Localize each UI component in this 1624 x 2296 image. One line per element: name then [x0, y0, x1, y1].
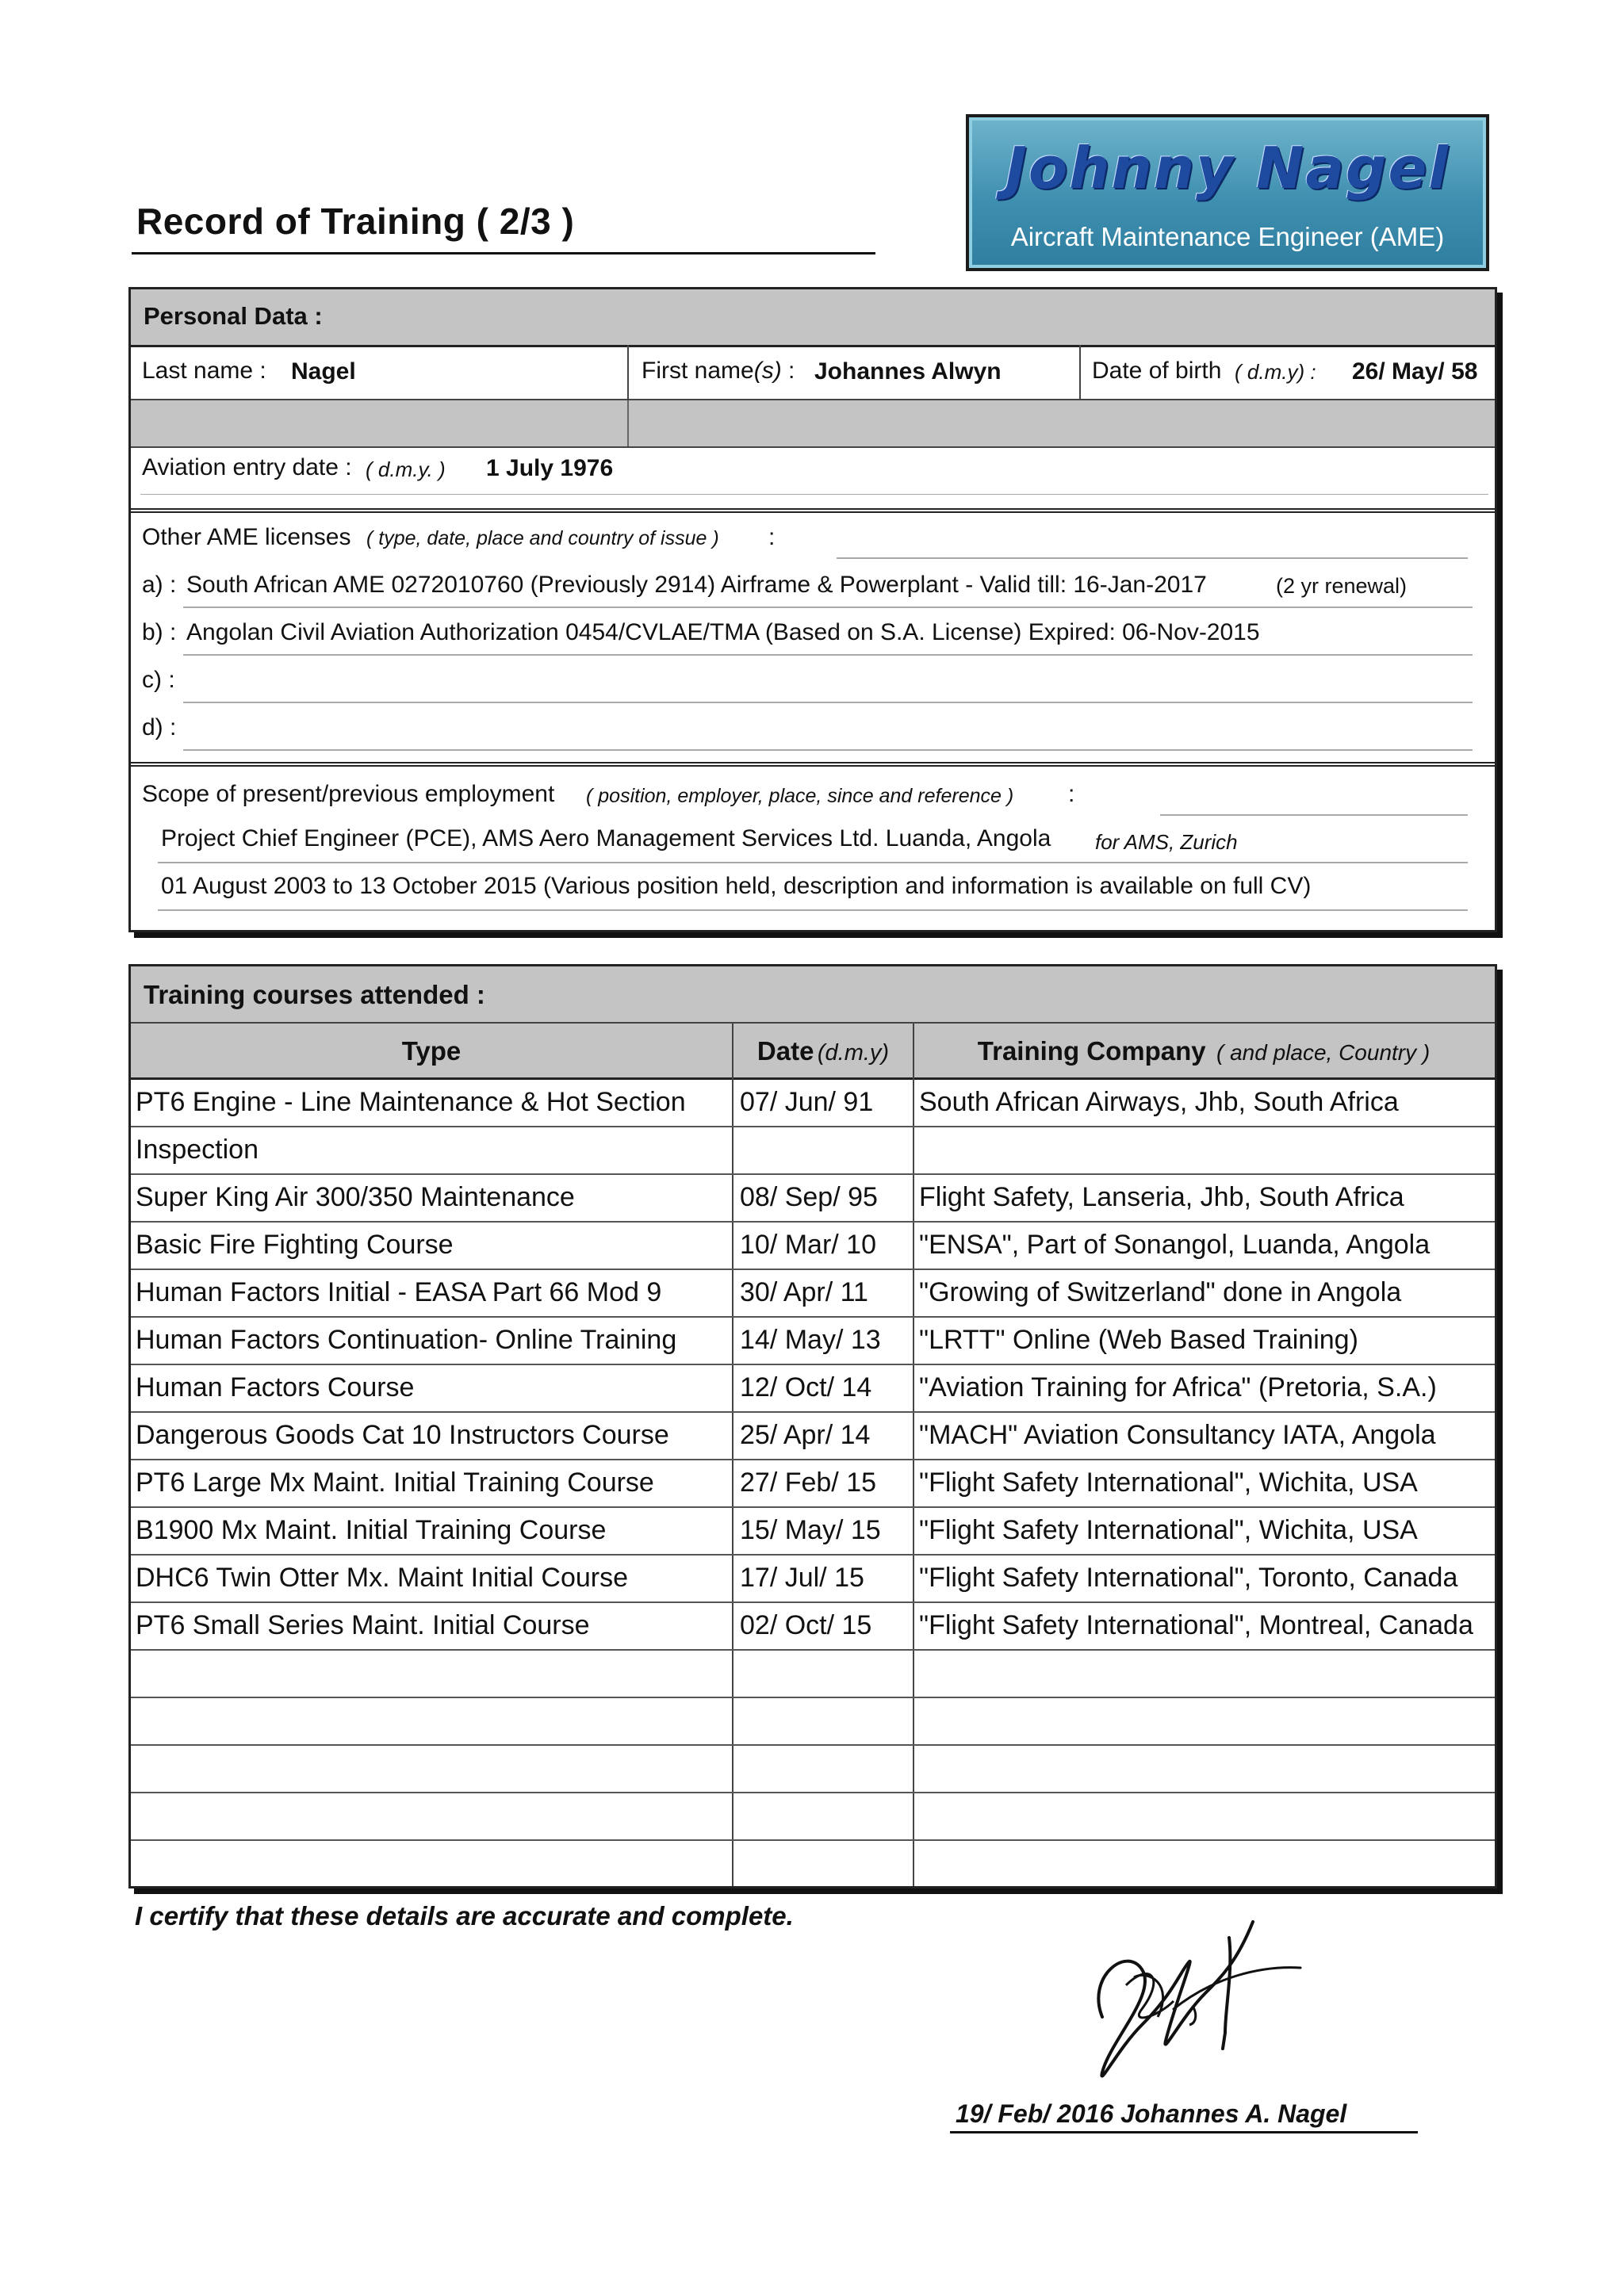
dob-value: 26/ May/ 58 [1352, 358, 1478, 385]
table-row [131, 1127, 1495, 1174]
course-date-cell: 08/ Sep/ 95 [740, 1182, 878, 1212]
licenses-label: Other AME licenses [142, 524, 351, 550]
table-row [131, 1840, 1495, 1888]
course-company-cell: "Aviation Training for Africa" (Pretoria, S.A.) [919, 1372, 1437, 1402]
badge-subtitle: Aircraft Maintenance Engineer (AME) [1010, 222, 1445, 251]
employment-line-1-note: for AMS, Zurich [1095, 830, 1238, 854]
course-company-cell: Flight Safety, Lanseria, Jhb, South Africa [919, 1182, 1404, 1212]
table-row [131, 1602, 1495, 1650]
table-row [131, 1460, 1495, 1507]
course-date-cell: 30/ Apr/ 11 [740, 1277, 868, 1307]
table-row [131, 1412, 1495, 1460]
course-company-cell: "Flight Safety International", Montreal, Canada [919, 1610, 1473, 1640]
table-row [131, 1745, 1495, 1793]
course-date-cell: 12/ Oct/ 14 [740, 1372, 872, 1402]
course-type-cell: Human Factors Continuation- Online Training [136, 1325, 677, 1355]
table-row [131, 1269, 1495, 1317]
table-row [131, 1317, 1495, 1364]
first-name-value: Johannes Alwyn [814, 358, 1002, 385]
training-courses-section [128, 964, 1497, 1888]
signature-image [1055, 1890, 1316, 2104]
course-company-cell: "LRTT" Online (Web Based Training) [919, 1325, 1358, 1355]
training-header [131, 966, 1495, 1022]
table-row [131, 1174, 1495, 1222]
course-type-cell: Inspection [136, 1135, 259, 1165]
page-title: Record of Training ( 2/3 ) [136, 201, 575, 242]
course-type-cell: Human Factors Initial - EASA Part 66 Mod 9 [136, 1277, 662, 1307]
course-type-cell: PT6 Engine - Line Maintenance & Hot Section [136, 1087, 686, 1117]
last-name-value: Nagel [291, 358, 356, 385]
table-row [131, 1364, 1495, 1412]
course-company-cell: South African Airways, Jhb, South Africa [919, 1087, 1399, 1117]
signature-underline [950, 2131, 1418, 2133]
course-type-cell: Super King Air 300/350 Maintenance [136, 1182, 575, 1212]
training-label: Training courses attended : [144, 980, 485, 1009]
table-row [131, 1079, 1495, 1127]
entry-date-hint: ( d.m.y. ) [366, 457, 446, 481]
course-company-cell: "Flight Safety International", Wichita, USA [919, 1468, 1418, 1498]
table-row [131, 1793, 1495, 1840]
personal-data-header [131, 289, 1495, 345]
course-type-cell: Dangerous Goods Cat 10 Instructors Course [136, 1420, 669, 1450]
last-name-label: Last name : [142, 358, 266, 384]
course-date-cell: 15/ May/ 15 [740, 1515, 881, 1545]
badge-name: Johnny Nagel [1005, 135, 1450, 201]
course-date-cell: 17/ Jul/ 15 [740, 1563, 864, 1593]
dob-label: Date of birth [1092, 358, 1222, 384]
course-company-cell: "Flight Safety International", Toronto, Canada [919, 1563, 1458, 1593]
table-row [131, 1650, 1495, 1697]
course-company-cell: "ENSA", Part of Sonangol, Luanda, Angola [919, 1230, 1431, 1260]
entry-date-label: Aviation entry date : [142, 454, 352, 480]
licenses-hint: ( type, date, place and country of issue ) [366, 527, 719, 549]
table-row [131, 1222, 1495, 1269]
employment-hint: ( position, employer, place, since and reference ) [586, 785, 1014, 807]
table-row [131, 1697, 1495, 1745]
course-type-cell: Basic Fire Fighting Course [136, 1230, 454, 1260]
col-type-header: Type [401, 1036, 462, 1066]
personal-data-label: Personal Data : [144, 302, 323, 330]
dob-hint: ( d.m.y) : [1235, 360, 1316, 384]
col-date-header: Date (d.m.y) [756, 1036, 890, 1066]
course-company-cell: "Growing of Switzerland" done in Angola [919, 1277, 1402, 1307]
personal-data-section [128, 287, 1497, 932]
employment-line-2: 01 August 2003 to 13 October 2015 (Various position held, description and information is available on full CV) [161, 873, 1312, 899]
table-row [131, 1555, 1495, 1602]
course-date-cell: 10/ Mar/ 10 [740, 1230, 876, 1260]
license-line-d: d) : [142, 714, 1482, 754]
course-type-cell: PT6 Small Series Maint. Initial Course [136, 1610, 590, 1640]
certification-statement: I certify that these details are accurate and complete. [135, 1901, 794, 1931]
employment-colon: : [1068, 781, 1075, 807]
course-type-cell: B1900 Mx Maint. Initial Training Course [136, 1515, 607, 1545]
course-type-cell: PT6 Large Mx Maint. Initial Training Course [136, 1468, 654, 1498]
course-type-cell: DHC6 Twin Otter Mx. Maint Initial Course [136, 1563, 628, 1593]
training-column-header [131, 1024, 1495, 1077]
entry-date-value: 1 July 1976 [486, 455, 614, 481]
course-date-cell: 27/ Feb/ 15 [740, 1468, 877, 1498]
course-company-cell: "MACH" Aviation Consultancy IATA, Angola [919, 1420, 1436, 1450]
name-badge [966, 114, 1489, 271]
course-date-cell: 14/ May/ 13 [740, 1325, 881, 1355]
licenses-colon: : [768, 524, 776, 550]
course-date-cell: 25/ Apr/ 14 [740, 1420, 871, 1450]
course-company-cell: "Flight Safety International", Wichita, USA [919, 1515, 1418, 1545]
employment-line-1: Project Chief Engineer (PCE), AMS Aero Management Services Ltd. Luanda, Angola [161, 825, 1051, 851]
first-name-label: First name(s) : [642, 358, 795, 384]
course-type-cell: Human Factors Course [136, 1372, 415, 1402]
signature-date-name: 19/ Feb/ 2016 Johannes A. Nagel [956, 2099, 1347, 2128]
course-date-cell: 07/ Jun/ 91 [740, 1087, 874, 1117]
personal-gray-row [131, 400, 1495, 446]
col-company-header: Training Company ( and place, Country ) [977, 1036, 1431, 1066]
title-underline [132, 252, 875, 254]
license-line-a: a) : South African AME 0272010760 (Previously 2914) Airframe & Powerplant - Valid till: 16-Jan-2017 (2 yr renewal) [142, 572, 1482, 611]
license-line-c: c) : [142, 667, 1482, 706]
license-line-b: b) : Angolan Civil Aviation Authorization 0454/CVLAE/TMA (Based on S.A. License) Expired: 06-Nov-2015 [142, 619, 1482, 659]
employment-label: Scope of present/previous employment [142, 781, 555, 807]
course-date-cell: 02/ Oct/ 15 [740, 1610, 872, 1640]
table-row [131, 1507, 1495, 1555]
